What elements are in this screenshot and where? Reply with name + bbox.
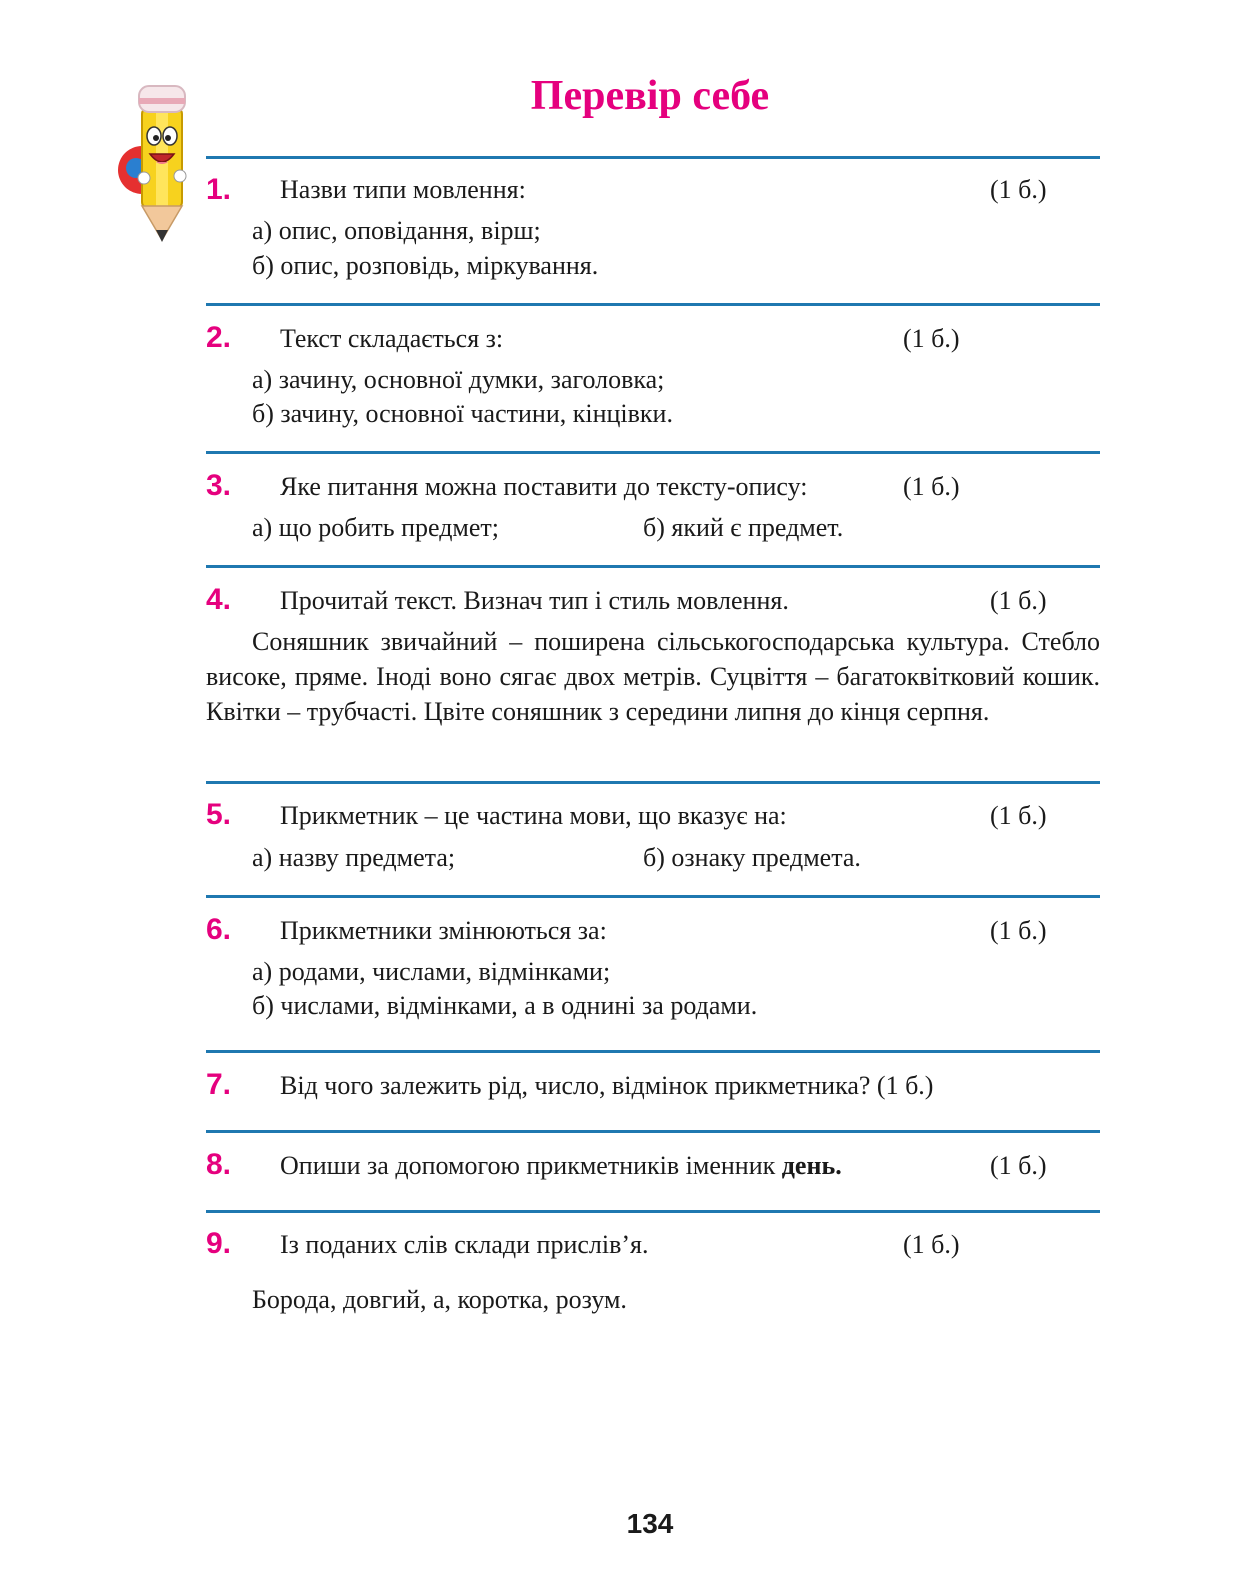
- pencil-mascot-icon: [112, 78, 192, 246]
- question-number: 8.: [206, 1148, 232, 1181]
- question-text-main: Опиши за допомогою прикметників іменник: [280, 1151, 776, 1180]
- question-text: Прикметники змінюються за:: [280, 916, 607, 945]
- question-number: 4.: [206, 583, 232, 616]
- question-text: [280, 1069, 933, 1103]
- answer-option: а) родами, числами, відмінками;: [252, 957, 611, 986]
- question-text: Прочитай текст. Визнач тип і стиль мовлення.: [280, 586, 789, 615]
- section-divider: [206, 451, 1100, 454]
- highlighted-word: день.: [781, 1151, 842, 1180]
- question-text: Із поданих слів склади прислів’я.: [280, 1230, 649, 1259]
- answer-option: б) ознаку предмета.: [643, 843, 861, 872]
- question-number: 5.: [206, 798, 232, 831]
- question-points: (1 б.): [990, 801, 1047, 830]
- question-number: 6.: [206, 913, 232, 946]
- answer-option: а) назву предмета;: [252, 843, 456, 872]
- question-text-main: Від чого залежить рід, число, відмінок прикметника?: [280, 1071, 871, 1100]
- question-points: (1 б.): [903, 472, 960, 501]
- answer-option: а) що робить предмет;: [252, 513, 499, 542]
- question-text: Яке питання можна поставити до тексту-опису:: [280, 472, 808, 501]
- answer-option: б) який є предмет.: [643, 513, 844, 542]
- answer-option: б) зачину, основної частини, кінцівки.: [252, 399, 673, 428]
- question-points: (1 б.): [876, 1071, 934, 1100]
- answer-option: б) опис, розповідь, міркування.: [252, 251, 599, 280]
- answer-option: а) опис, оповідання, вірш;: [252, 216, 541, 245]
- reading-text: Соняшник звичайний – поширена сільськогосподарська культура. Стебло високе, пряме. Іноді воно сягає двох метрів. Суцвіття – багатоквітковий кошик. Квітки – трубчасті. Цвіте соняшник з середини липня до кінця серпня.: [206, 627, 1100, 726]
- section-divider: [206, 303, 1100, 306]
- section-divider: [206, 895, 1100, 898]
- question-text: Назви типи мовлення:: [280, 175, 526, 204]
- answer-option: б) числами, відмінками, а в однині за родами.: [252, 991, 758, 1020]
- section-divider: [206, 1050, 1100, 1053]
- page-title: Перевір себе: [530, 73, 770, 119]
- question-points: (1 б.): [903, 324, 960, 353]
- section-divider: [206, 565, 1100, 568]
- question-number: 3.: [206, 469, 232, 502]
- question-points: (1 б.): [990, 1151, 1047, 1180]
- question-number: 9.: [206, 1227, 232, 1260]
- answer-option: а) зачину, основної думки, заголовка;: [252, 365, 665, 394]
- question-points: (1 б.): [990, 175, 1047, 204]
- question-text: Текст складається з:: [280, 324, 504, 353]
- section-divider: [206, 156, 1100, 159]
- question-points: (1 б.): [903, 1230, 960, 1259]
- question-points: (1 б.): [990, 916, 1047, 945]
- question-text: Прикметник – це частина мови, що вказує на:: [280, 801, 787, 830]
- question-number: 7.: [206, 1068, 232, 1101]
- question-text: [280, 1149, 842, 1183]
- question-points: (1 б.): [990, 586, 1047, 615]
- section-divider: [206, 1130, 1100, 1133]
- question-number: 2.: [206, 321, 232, 354]
- section-divider: [206, 781, 1100, 784]
- section-divider: [206, 1210, 1100, 1213]
- page-number: 134: [626, 1508, 674, 1539]
- word-list: Борода, довгий, а, коротка, розум.: [252, 1285, 627, 1314]
- question-number: 1.: [206, 173, 232, 206]
